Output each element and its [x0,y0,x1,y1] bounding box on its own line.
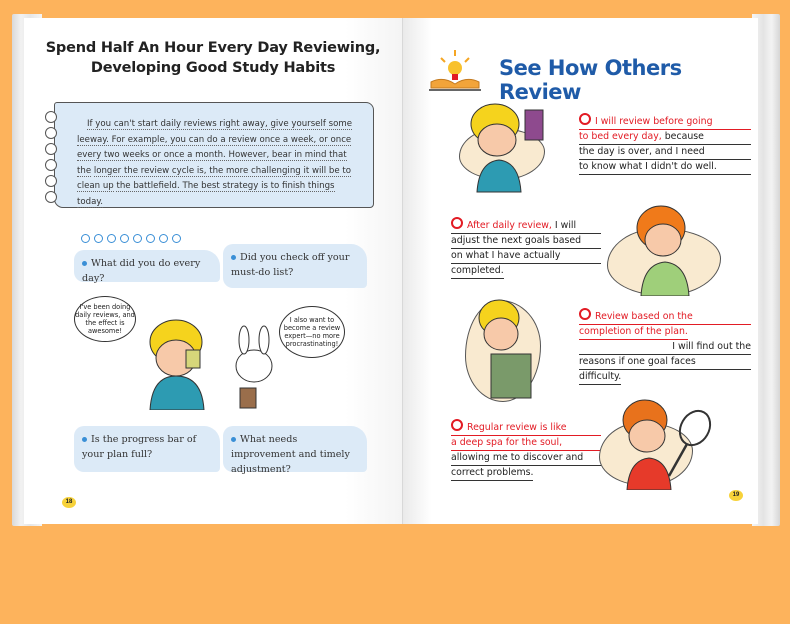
entry-line: I will find out the [579,340,751,355]
title-line-1: Spend Half An Hour Every Day Reviewing, [45,40,381,56]
page-number-left: 18 [62,497,76,508]
right-page-title: See How Others Review [499,56,682,104]
circle-bullet-icon [451,217,463,229]
speech-bubble-boy [74,296,136,342]
decorative-dots [81,234,181,243]
question-card [223,426,367,475]
entry-line: adjust the next goals based [451,234,601,249]
circle-icon [107,234,116,243]
circle-icon [159,234,168,243]
torn-paper-note [54,102,374,208]
open-book [12,10,780,526]
question-card [74,426,220,472]
entry-line: on what I have actually [451,249,601,264]
entry-line: completed. [451,264,504,279]
bullet-icon [82,437,87,442]
entry-text: I will [554,220,577,231]
page-number-right: 19 [729,490,743,501]
note-line: the battlefield. The best strategy is to finish things today. [77,181,335,207]
review-entry-2 [451,217,601,279]
entry-line [579,130,751,145]
entry-line: difficulty. [579,370,621,385]
circle-icon [146,234,155,243]
entry-text: Regular review is like [467,422,567,433]
note-text [77,117,359,210]
circle-icon [172,234,181,243]
entry-red-line [579,308,751,325]
entry-text: After daily review, [467,220,552,231]
note-line: longer the review cycle is, the more challenging it will be to clean up [77,165,351,191]
circle-icon [81,234,90,243]
note-line: If you can't start daily reviews right away, give yourself some [87,119,353,129]
right-page [402,18,758,524]
entry-line: to know what I didn't do well. [579,160,751,175]
question-text: Is the progress bar of your plan full? [82,434,197,460]
circle-bullet-icon [579,113,591,125]
review-entry-3 [579,308,751,385]
question-card [74,250,220,282]
entry-line [451,217,601,234]
left-page-title [24,38,402,78]
question-text: Did you check off your must-do list? [231,252,350,278]
circle-icon [120,234,129,243]
note-line: leeway. For example, you can do a review once a week, or once [77,134,352,145]
book-lightbulb-icon [427,48,483,92]
entry-line: allowing me to discover and [451,451,601,466]
entry-text: Review based on the [595,311,693,322]
circle-bullet-icon [579,308,591,320]
entry-line: reasons if one goal faces [579,355,751,370]
note-line: every two weeks or once a month. However, bear in mind that the [77,150,347,176]
entry-red-line [579,113,751,130]
boy-and-bunny-illustration [136,310,316,410]
entry-red-line [451,419,601,436]
entry-red-line: completion of the plan. [579,325,688,340]
question-card [223,244,367,288]
red-haired-girl-illustration [621,196,711,296]
spiral-binding-icon [45,111,61,207]
question-text: What needs improvement and timely adjustment? [231,434,350,475]
review-entry-4 [451,419,601,481]
blonde-girl-reading-illustration [463,290,553,400]
bullet-icon [231,437,236,442]
circle-bullet-icon [451,419,463,431]
bullet-icon [82,261,87,266]
bullet-icon [231,255,236,260]
entry-red-line: a deep spa for the soul, [451,436,601,451]
review-entry-1 [579,113,751,175]
entry-line: the day is over, and I need [579,145,751,160]
boy-with-racket-illustration [609,390,719,490]
entry-line: correct problems. [451,466,533,481]
curly-boy-reading-illustration [455,96,555,196]
circle-icon [94,234,103,243]
title-line-2: Developing Good Study Habits [90,60,336,76]
entry-text: because [664,131,704,142]
question-text: What did you do every day? [82,258,201,284]
bubble-text: I also want to become a review expert—no more procrastinating! [283,316,341,348]
entry-text: I will review before going [595,116,713,127]
left-page [24,18,402,524]
circle-icon [133,234,142,243]
bubble-text: I've been doing daily reviews, and the effect is awesome! [75,303,135,335]
entry-text: to bed every day, [579,131,662,142]
